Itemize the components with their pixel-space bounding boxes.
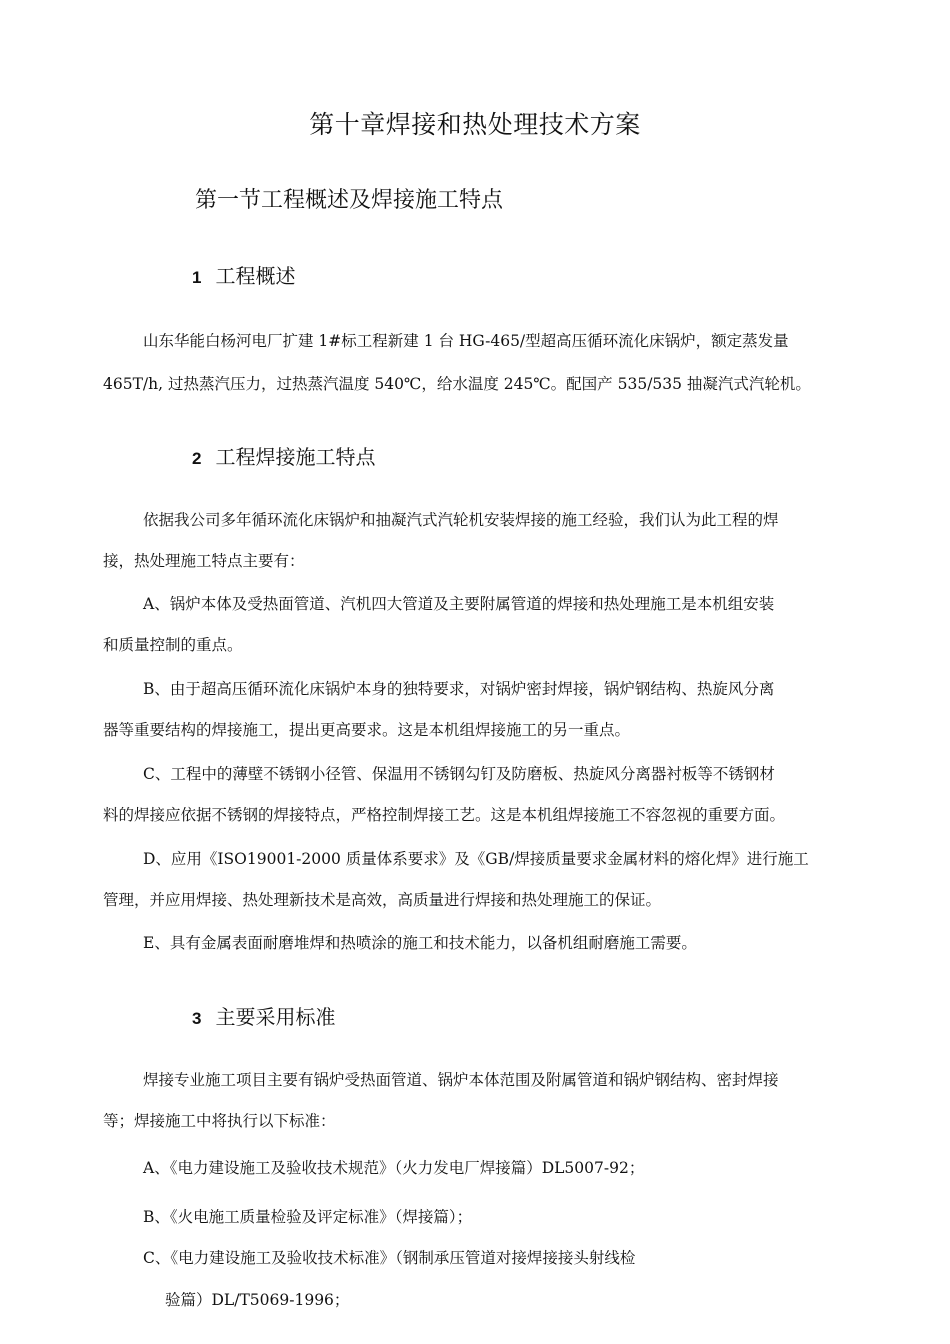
paragraph-line: 等；焊接施工中将执行以下标准： [103, 1112, 336, 1130]
paragraph-line: B、由于超高压循环流化床锅炉本身的独特要求，对锅炉密封焊接，锅炉钢结构、热旋风分离 [143, 680, 775, 698]
paragraph-line: 料的焊接应依据不锈钢的焊接特点，严格控制焊接工艺。这是本机组焊接施工不容忽视的重要方面。 [103, 806, 786, 824]
paragraph-line: 器等重要结构的焊接施工，提出更高要求。这是本机组焊接施工的另一重点。 [103, 721, 631, 739]
paragraph-line: E、具有金属表面耐磨堆焊和热喷涂的施工和技术能力，以备机组耐磨施工需要。 [143, 934, 697, 952]
standard-item: B、《火电施工质量检验及评定标准》（焊接篇）； [143, 1208, 473, 1226]
heading-1 [192, 260, 295, 289]
standard-item: A、《电力建设施工及验收技术规范》（火力发电厂焊接篇）DL5007-92； [143, 1159, 645, 1177]
paragraph-line: 和质量控制的重点。 [103, 636, 243, 654]
paragraph-line: 接，热处理施工特点主要有： [103, 552, 305, 570]
paragraph-line: 山东华能白杨河电厂扩建 1#标工程新建 1 台 HG-465/型超高压循环流化床锅炉，额定蒸发量 [143, 332, 789, 350]
paragraph-line: 465T/h, 过热蒸汽压力，过热蒸汽温度 540℃，给水温度 245℃。配国产 535/535 抽凝汽式汽轮机。 [103, 375, 811, 393]
heading-number: 3 [192, 1009, 202, 1028]
heading-text: 工程概述 [215, 264, 296, 288]
paragraph-line: 管理，并应用焊接、热处理新技术是高效，高质量进行焊接和热处理施工的保证。 [103, 891, 662, 909]
heading-text: 主要采用标准 [215, 1005, 336, 1029]
heading-number: 2 [192, 449, 202, 468]
heading-3 [192, 1001, 335, 1030]
chapter-title: 第十章焊接和热处理技术方案 [309, 110, 641, 139]
paragraph-line: C、工程中的薄壁不锈钢小径管、保温用不锈钢勾钉及防磨板、热旋风分离器衬板等不锈钢材 [143, 765, 775, 783]
paragraph-line: A、锅炉本体及受热面管道、汽机四大管道及主要附属管道的焊接和热处理施工是本机组安装 [143, 595, 775, 613]
standard-item: C、《电力建设施工及验收技术标准》（钢制承压管道对接焊接接头射线检 [143, 1249, 636, 1267]
paragraph-line: 依据我公司多年循环流化床锅炉和抽凝汽式汽轮机安装焊接的施工经验，我们认为此工程的焊 [143, 511, 779, 529]
paragraph-line: 焊接专业施工项目主要有锅炉受热面管道、锅炉本体范围及附属管道和锅炉钢结构、密封焊接 [143, 1071, 779, 1089]
heading-text: 工程焊接施工特点 [215, 445, 376, 469]
section-title: 第一节工程概述及焊接施工特点 [195, 188, 504, 213]
standard-item-continuation: 验篇）DL/T5069-1996； [165, 1291, 350, 1309]
paragraph-line: D、应用《ISO19001-2000 质量体系要求》及《GB/焊接质量要求金属材料的熔化焊》进行施工 [143, 850, 809, 868]
heading-2 [192, 441, 375, 470]
heading-number: 1 [192, 268, 202, 287]
